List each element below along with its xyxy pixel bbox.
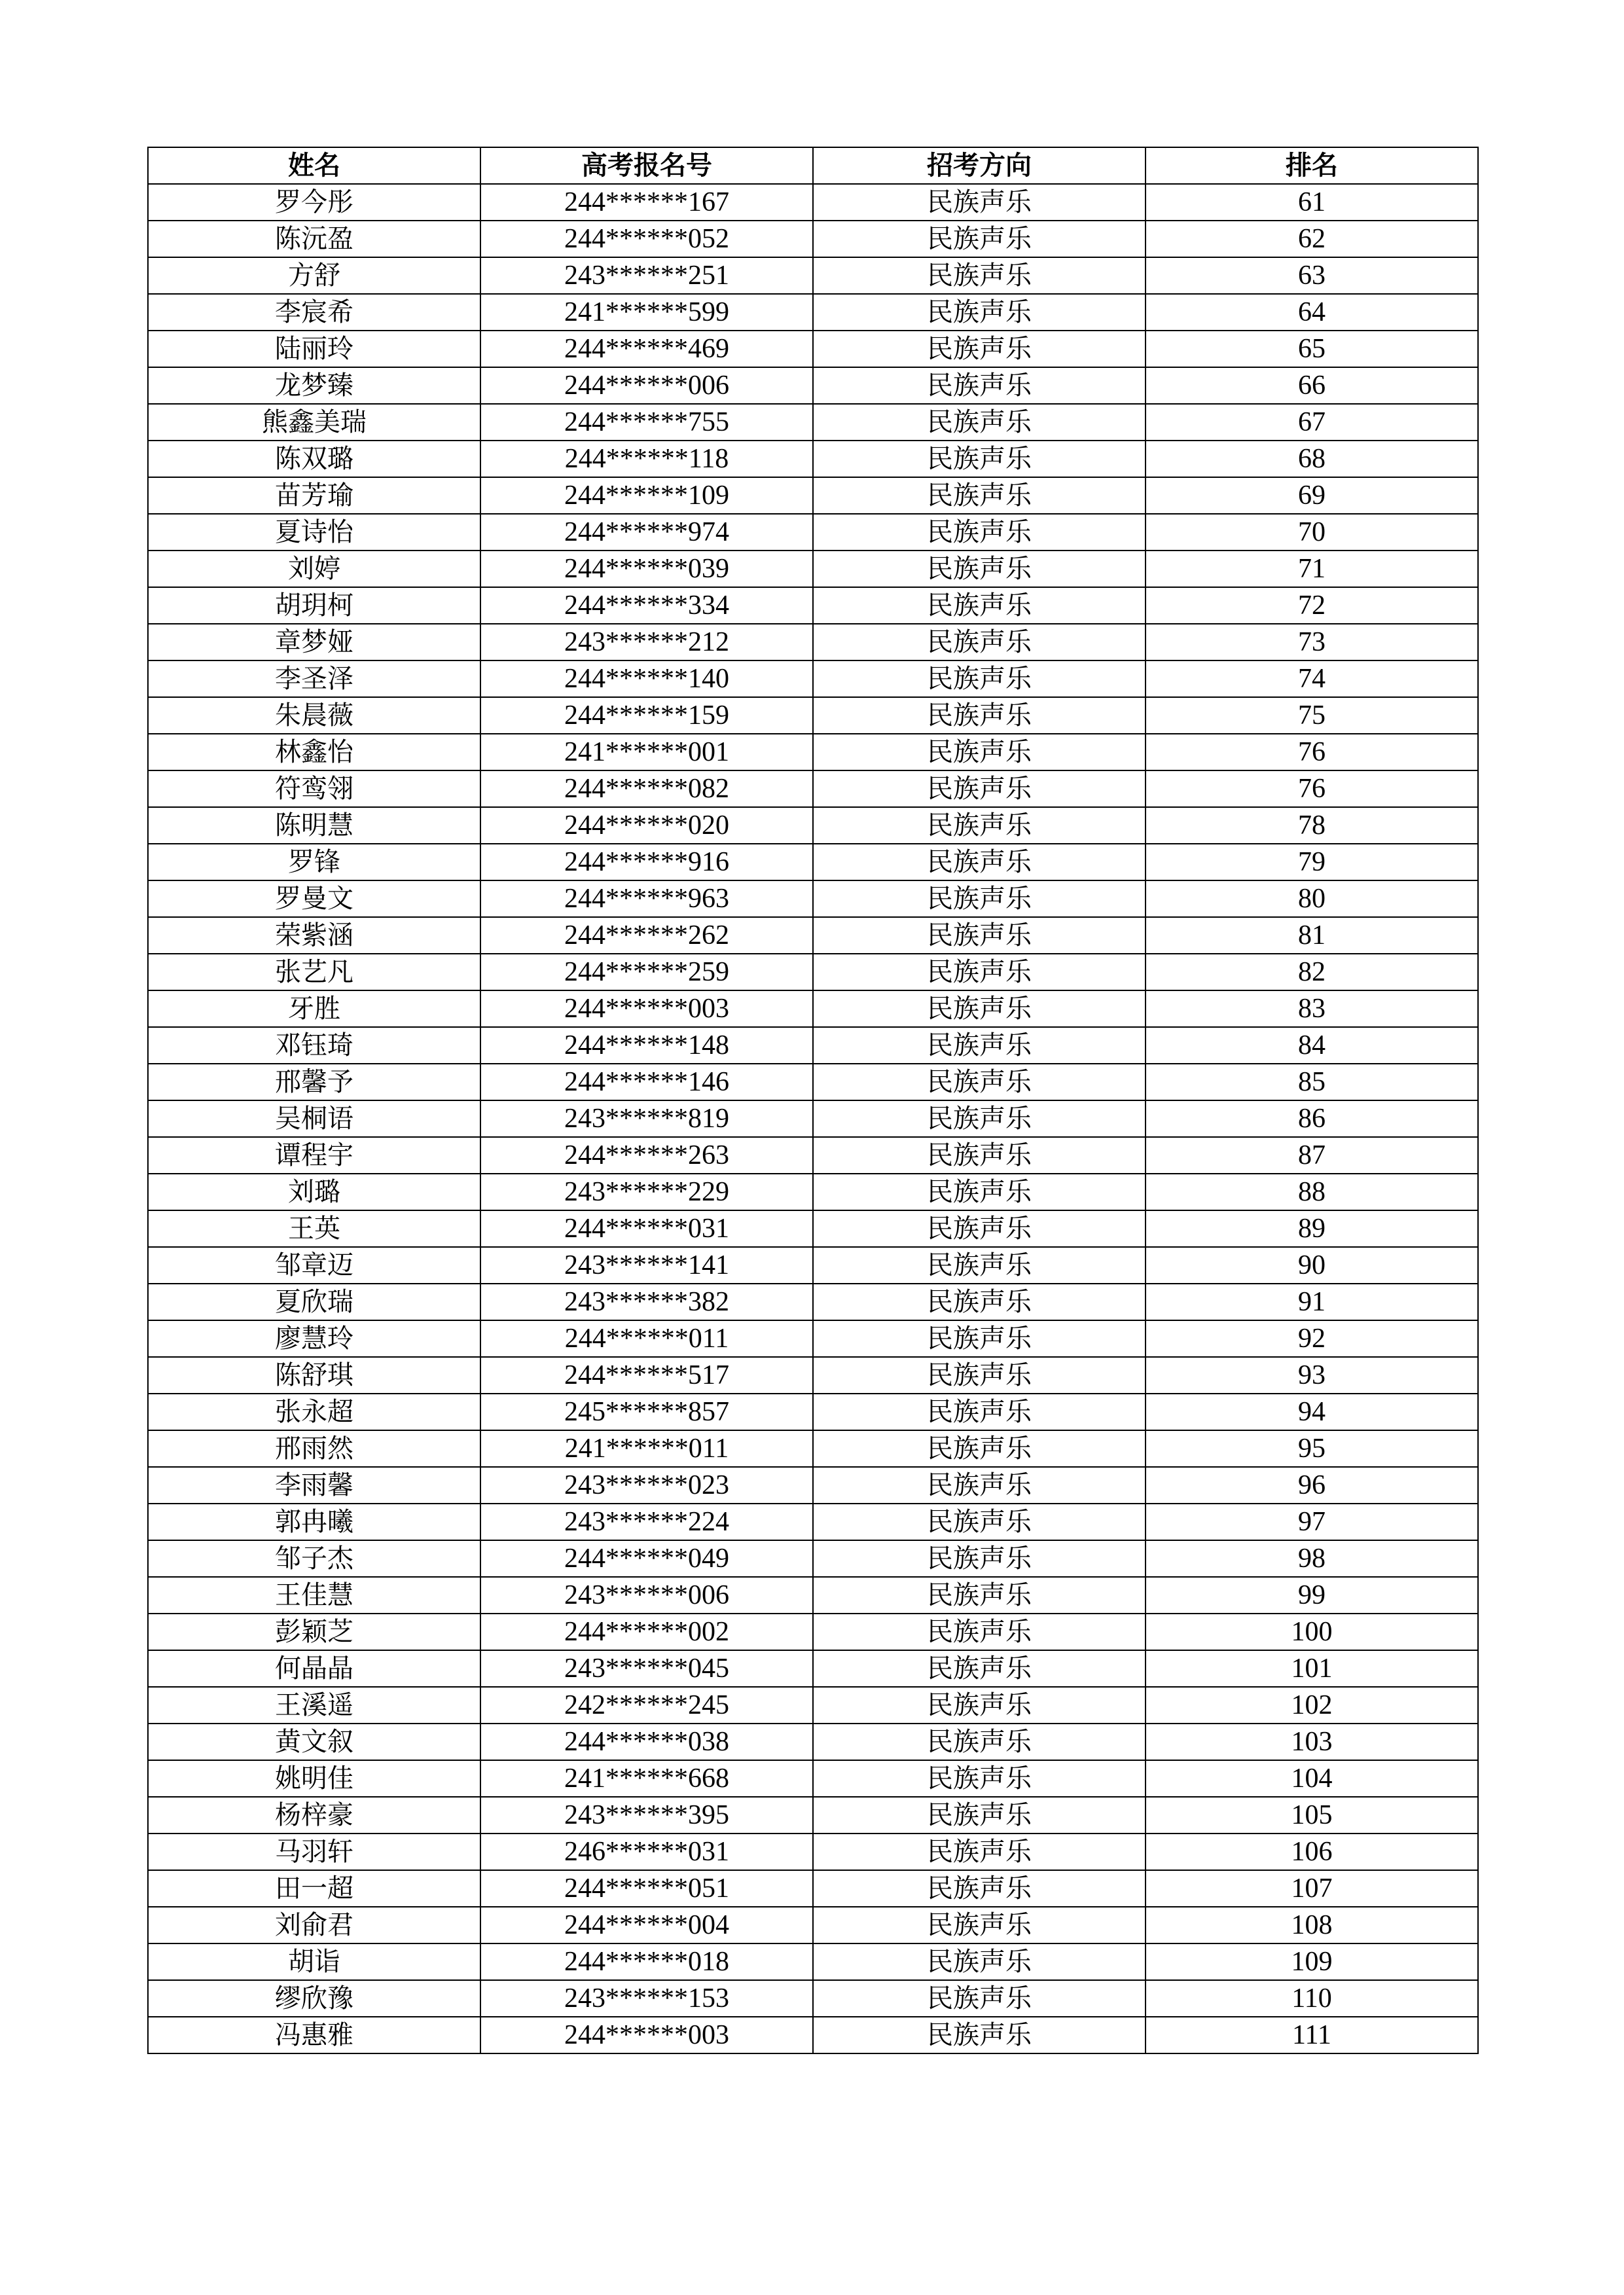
cell-name: 杨梓豪 (148, 1797, 480, 1834)
cell-name: 马羽轩 (148, 1834, 480, 1870)
cell-direction: 民族声乐 (813, 331, 1146, 367)
cell-direction: 民族声乐 (813, 990, 1146, 1027)
table-row (148, 770, 1478, 807)
header-row (148, 147, 1478, 184)
table-row (148, 2017, 1478, 2053)
cell-rank: 84 (1146, 1027, 1478, 1064)
cell-rank: 101 (1146, 1650, 1478, 1687)
cell-rank: 63 (1146, 257, 1478, 294)
ranking-table (147, 147, 1479, 2054)
column-header-direction: 招考方向 (813, 147, 1146, 184)
cell-registration-number: 244******038 (480, 1724, 813, 1760)
table-row (148, 697, 1478, 734)
cell-registration-number: 244******118 (480, 441, 813, 477)
cell-rank: 95 (1146, 1430, 1478, 1467)
cell-rank: 76 (1146, 770, 1478, 807)
cell-name: 张艺凡 (148, 954, 480, 990)
cell-rank: 65 (1146, 331, 1478, 367)
cell-rank: 75 (1146, 697, 1478, 734)
cell-direction: 民族声乐 (813, 441, 1146, 477)
cell-registration-number: 244******963 (480, 880, 813, 917)
cell-name: 邓钰琦 (148, 1027, 480, 1064)
cell-registration-number: 244******916 (480, 844, 813, 880)
cell-direction: 民族声乐 (813, 587, 1146, 624)
table-row (148, 660, 1478, 697)
cell-registration-number: 244******159 (480, 697, 813, 734)
cell-registration-number: 241******011 (480, 1430, 813, 1467)
cell-rank: 89 (1146, 1210, 1478, 1247)
cell-direction: 民族声乐 (813, 1064, 1146, 1100)
cell-registration-number: 244******146 (480, 1064, 813, 1100)
cell-rank: 94 (1146, 1394, 1478, 1430)
cell-direction: 民族声乐 (813, 1540, 1146, 1577)
cell-rank: 102 (1146, 1687, 1478, 1724)
cell-rank: 73 (1146, 624, 1478, 660)
table-row (148, 1210, 1478, 1247)
cell-name: 刘婷 (148, 551, 480, 587)
cell-registration-number: 244******003 (480, 990, 813, 1027)
table-row (148, 1577, 1478, 1614)
cell-direction: 民族声乐 (813, 770, 1146, 807)
table-row (148, 1834, 1478, 1870)
table-row (148, 257, 1478, 294)
cell-direction: 民族声乐 (813, 1174, 1146, 1210)
table-row (148, 1430, 1478, 1467)
cell-name: 章梦娅 (148, 624, 480, 660)
table-row (148, 1174, 1478, 1210)
cell-name: 王佳慧 (148, 1577, 480, 1614)
cell-registration-number: 243******229 (480, 1174, 813, 1210)
table-row (148, 990, 1478, 1027)
table-row (148, 367, 1478, 404)
table-row (148, 184, 1478, 221)
cell-direction: 民族声乐 (813, 1870, 1146, 1907)
cell-direction: 民族声乐 (813, 660, 1146, 697)
cell-name: 王英 (148, 1210, 480, 1247)
cell-name: 熊鑫美瑞 (148, 404, 480, 441)
cell-direction: 民族声乐 (813, 844, 1146, 880)
table-row (148, 1907, 1478, 1943)
cell-name: 邹章迈 (148, 1247, 480, 1284)
cell-registration-number: 244******039 (480, 551, 813, 587)
cell-direction: 民族声乐 (813, 1724, 1146, 1760)
cell-direction: 民族声乐 (813, 1284, 1146, 1320)
cell-name: 李雨馨 (148, 1467, 480, 1504)
cell-rank: 62 (1146, 221, 1478, 257)
cell-name: 朱晨薇 (148, 697, 480, 734)
table-row (148, 1870, 1478, 1907)
table-row (148, 1650, 1478, 1687)
cell-name: 谭程宇 (148, 1137, 480, 1174)
cell-registration-number: 244******263 (480, 1137, 813, 1174)
cell-registration-number: 243******006 (480, 1577, 813, 1614)
table-row (148, 1943, 1478, 1980)
table-row (148, 1540, 1478, 1577)
cell-registration-number: 243******045 (480, 1650, 813, 1687)
cell-direction: 民族声乐 (813, 697, 1146, 734)
cell-rank: 108 (1146, 1907, 1478, 1943)
cell-direction: 民族声乐 (813, 880, 1146, 917)
cell-name: 黄文叙 (148, 1724, 480, 1760)
table-row (148, 477, 1478, 514)
cell-direction: 民族声乐 (813, 257, 1146, 294)
cell-direction: 民族声乐 (813, 1943, 1146, 1980)
cell-rank: 64 (1146, 294, 1478, 331)
column-header-rank: 排名 (1146, 147, 1478, 184)
table-row (148, 1467, 1478, 1504)
table-row (148, 441, 1478, 477)
cell-registration-number: 243******382 (480, 1284, 813, 1320)
cell-rank: 93 (1146, 1357, 1478, 1394)
table-row (148, 1320, 1478, 1357)
table-row (148, 1284, 1478, 1320)
cell-name: 郭冉曦 (148, 1504, 480, 1540)
cell-direction: 民族声乐 (813, 1430, 1146, 1467)
table-row (148, 1137, 1478, 1174)
cell-name: 陈明慧 (148, 807, 480, 844)
cell-rank: 92 (1146, 1320, 1478, 1357)
cell-registration-number: 244******052 (480, 221, 813, 257)
cell-direction: 民族声乐 (813, 734, 1146, 770)
cell-name: 廖慧玲 (148, 1320, 480, 1357)
table-row (148, 1064, 1478, 1100)
cell-registration-number: 246******031 (480, 1834, 813, 1870)
cell-name: 李宸希 (148, 294, 480, 331)
column-header-registration-number: 高考报名号 (480, 147, 813, 184)
cell-registration-number: 244******469 (480, 331, 813, 367)
cell-rank: 61 (1146, 184, 1478, 221)
cell-registration-number: 244******167 (480, 184, 813, 221)
cell-direction: 民族声乐 (813, 551, 1146, 587)
cell-direction: 民族声乐 (813, 1467, 1146, 1504)
table-row (148, 1614, 1478, 1650)
cell-rank: 80 (1146, 880, 1478, 917)
cell-rank: 99 (1146, 1577, 1478, 1614)
cell-registration-number: 244******755 (480, 404, 813, 441)
cell-rank: 111 (1146, 2017, 1478, 2053)
cell-rank: 96 (1146, 1467, 1478, 1504)
cell-name: 刘俞君 (148, 1907, 480, 1943)
cell-rank: 103 (1146, 1724, 1478, 1760)
cell-registration-number: 243******212 (480, 624, 813, 660)
cell-registration-number: 244******002 (480, 1614, 813, 1650)
table-row (148, 1247, 1478, 1284)
cell-rank: 91 (1146, 1284, 1478, 1320)
cell-direction: 民族声乐 (813, 1394, 1146, 1430)
cell-registration-number: 244******049 (480, 1540, 813, 1577)
cell-name: 姚明佳 (148, 1760, 480, 1797)
cell-direction: 民族声乐 (813, 1137, 1146, 1174)
cell-rank: 88 (1146, 1174, 1478, 1210)
cell-name: 荣紫涵 (148, 917, 480, 954)
table-row (148, 1687, 1478, 1724)
cell-registration-number: 244******031 (480, 1210, 813, 1247)
cell-rank: 68 (1146, 441, 1478, 477)
cell-direction: 民族声乐 (813, 221, 1146, 257)
table-row (148, 1980, 1478, 2017)
cell-registration-number: 241******599 (480, 294, 813, 331)
cell-name: 王溪遥 (148, 1687, 480, 1724)
cell-registration-number: 243******224 (480, 1504, 813, 1540)
cell-name: 林鑫怡 (148, 734, 480, 770)
cell-registration-number: 244******004 (480, 1907, 813, 1943)
cell-rank: 81 (1146, 917, 1478, 954)
cell-rank: 70 (1146, 514, 1478, 551)
cell-rank: 83 (1146, 990, 1478, 1027)
cell-name: 牙胜 (148, 990, 480, 1027)
cell-rank: 90 (1146, 1247, 1478, 1284)
cell-name: 邢雨然 (148, 1430, 480, 1467)
cell-rank: 104 (1146, 1760, 1478, 1797)
cell-name: 胡诣 (148, 1943, 480, 1980)
cell-direction: 民族声乐 (813, 1650, 1146, 1687)
table-row (148, 624, 1478, 660)
cell-name: 罗锋 (148, 844, 480, 880)
cell-rank: 105 (1146, 1797, 1478, 1834)
cell-rank: 79 (1146, 844, 1478, 880)
cell-registration-number: 244******140 (480, 660, 813, 697)
table-row (148, 1394, 1478, 1430)
cell-registration-number: 244******082 (480, 770, 813, 807)
cell-direction: 民族声乐 (813, 807, 1146, 844)
cell-name: 方舒 (148, 257, 480, 294)
cell-name: 苗芳瑜 (148, 477, 480, 514)
cell-registration-number: 244******051 (480, 1870, 813, 1907)
table-row (148, 514, 1478, 551)
cell-rank: 82 (1146, 954, 1478, 990)
cell-rank: 110 (1146, 1980, 1478, 2017)
cell-name: 刘璐 (148, 1174, 480, 1210)
cell-name: 彭颖芝 (148, 1614, 480, 1650)
cell-registration-number: 244******006 (480, 367, 813, 404)
cell-direction: 民族声乐 (813, 1100, 1146, 1137)
cell-rank: 71 (1146, 551, 1478, 587)
table-row (148, 1100, 1478, 1137)
cell-direction: 民族声乐 (813, 1760, 1146, 1797)
cell-registration-number: 245******857 (480, 1394, 813, 1430)
cell-registration-number: 243******153 (480, 1980, 813, 2017)
cell-name: 邢馨予 (148, 1064, 480, 1100)
cell-direction: 民族声乐 (813, 1980, 1146, 2017)
table-row (148, 1357, 1478, 1394)
cell-direction: 民族声乐 (813, 1614, 1146, 1650)
cell-registration-number: 244******148 (480, 1027, 813, 1064)
cell-direction: 民族声乐 (813, 1907, 1146, 1943)
cell-rank: 72 (1146, 587, 1478, 624)
cell-registration-number: 244******974 (480, 514, 813, 551)
table-row (148, 1027, 1478, 1064)
cell-name: 张永超 (148, 1394, 480, 1430)
column-header-name: 姓名 (148, 147, 480, 184)
cell-name: 夏诗怡 (148, 514, 480, 551)
cell-rank: 106 (1146, 1834, 1478, 1870)
cell-direction: 民族声乐 (813, 2017, 1146, 2053)
cell-registration-number: 243******819 (480, 1100, 813, 1137)
cell-rank: 107 (1146, 1870, 1478, 1907)
cell-name: 陈沅盈 (148, 221, 480, 257)
cell-rank: 67 (1146, 404, 1478, 441)
cell-direction: 民族声乐 (813, 477, 1146, 514)
cell-registration-number: 243******141 (480, 1247, 813, 1284)
cell-rank: 100 (1146, 1614, 1478, 1650)
cell-registration-number: 243******023 (480, 1467, 813, 1504)
table-row (148, 880, 1478, 917)
cell-rank: 85 (1146, 1064, 1478, 1100)
cell-registration-number: 243******251 (480, 257, 813, 294)
cell-name: 符鸾翎 (148, 770, 480, 807)
cell-registration-number: 242******245 (480, 1687, 813, 1724)
cell-registration-number: 241******001 (480, 734, 813, 770)
cell-name: 陈双璐 (148, 441, 480, 477)
cell-name: 夏欣瑞 (148, 1284, 480, 1320)
table-row (148, 917, 1478, 954)
cell-direction: 民族声乐 (813, 1247, 1146, 1284)
cell-name: 陆丽玲 (148, 331, 480, 367)
table-row (148, 844, 1478, 880)
cell-direction: 民族声乐 (813, 367, 1146, 404)
cell-direction: 民族声乐 (813, 917, 1146, 954)
cell-rank: 97 (1146, 1504, 1478, 1540)
cell-registration-number: 244******262 (480, 917, 813, 954)
table-row (148, 1797, 1478, 1834)
table-row (148, 1760, 1478, 1797)
cell-direction: 民族声乐 (813, 514, 1146, 551)
cell-name: 陈舒琪 (148, 1357, 480, 1394)
table-row (148, 404, 1478, 441)
cell-direction: 民族声乐 (813, 1834, 1146, 1870)
cell-name: 胡玥柯 (148, 587, 480, 624)
cell-rank: 76 (1146, 734, 1478, 770)
cell-name: 田一超 (148, 1870, 480, 1907)
cell-name: 缪欣豫 (148, 1980, 480, 2017)
table-row (148, 221, 1478, 257)
cell-name: 冯惠雅 (148, 2017, 480, 2053)
cell-direction: 民族声乐 (813, 624, 1146, 660)
table-row (148, 1724, 1478, 1760)
table-row (148, 807, 1478, 844)
cell-rank: 69 (1146, 477, 1478, 514)
cell-rank: 74 (1146, 660, 1478, 697)
cell-direction: 民族声乐 (813, 1320, 1146, 1357)
cell-rank: 109 (1146, 1943, 1478, 1980)
cell-direction: 民族声乐 (813, 404, 1146, 441)
cell-registration-number: 244******011 (480, 1320, 813, 1357)
cell-registration-number: 244******334 (480, 587, 813, 624)
cell-rank: 78 (1146, 807, 1478, 844)
cell-direction: 民族声乐 (813, 1210, 1146, 1247)
table-row (148, 587, 1478, 624)
cell-direction: 民族声乐 (813, 954, 1146, 990)
cell-direction: 民族声乐 (813, 1357, 1146, 1394)
cell-direction: 民族声乐 (813, 1027, 1146, 1064)
cell-name: 邹子杰 (148, 1540, 480, 1577)
table-row (148, 331, 1478, 367)
table-row (148, 294, 1478, 331)
cell-direction: 民族声乐 (813, 1687, 1146, 1724)
cell-registration-number: 244******517 (480, 1357, 813, 1394)
cell-name: 龙梦臻 (148, 367, 480, 404)
cell-name: 李圣泽 (148, 660, 480, 697)
cell-rank: 86 (1146, 1100, 1478, 1137)
cell-direction: 民族声乐 (813, 294, 1146, 331)
cell-registration-number: 244******109 (480, 477, 813, 514)
cell-name: 何晶晶 (148, 1650, 480, 1687)
table-row (148, 954, 1478, 990)
cell-registration-number: 244******020 (480, 807, 813, 844)
cell-direction: 民族声乐 (813, 1577, 1146, 1614)
cell-registration-number: 241******668 (480, 1760, 813, 1797)
cell-direction: 民族声乐 (813, 1797, 1146, 1834)
table-row (148, 551, 1478, 587)
cell-rank: 66 (1146, 367, 1478, 404)
table-row (148, 734, 1478, 770)
cell-registration-number: 244******003 (480, 2017, 813, 2053)
cell-rank: 87 (1146, 1137, 1478, 1174)
cell-name: 吴桐语 (148, 1100, 480, 1137)
cell-registration-number: 244******018 (480, 1943, 813, 1980)
cell-name: 罗曼文 (148, 880, 480, 917)
cell-direction: 民族声乐 (813, 184, 1146, 221)
cell-registration-number: 243******395 (480, 1797, 813, 1834)
cell-name: 罗今彤 (148, 184, 480, 221)
cell-rank: 98 (1146, 1540, 1478, 1577)
table-row (148, 1504, 1478, 1540)
cell-registration-number: 244******259 (480, 954, 813, 990)
cell-direction: 民族声乐 (813, 1504, 1146, 1540)
